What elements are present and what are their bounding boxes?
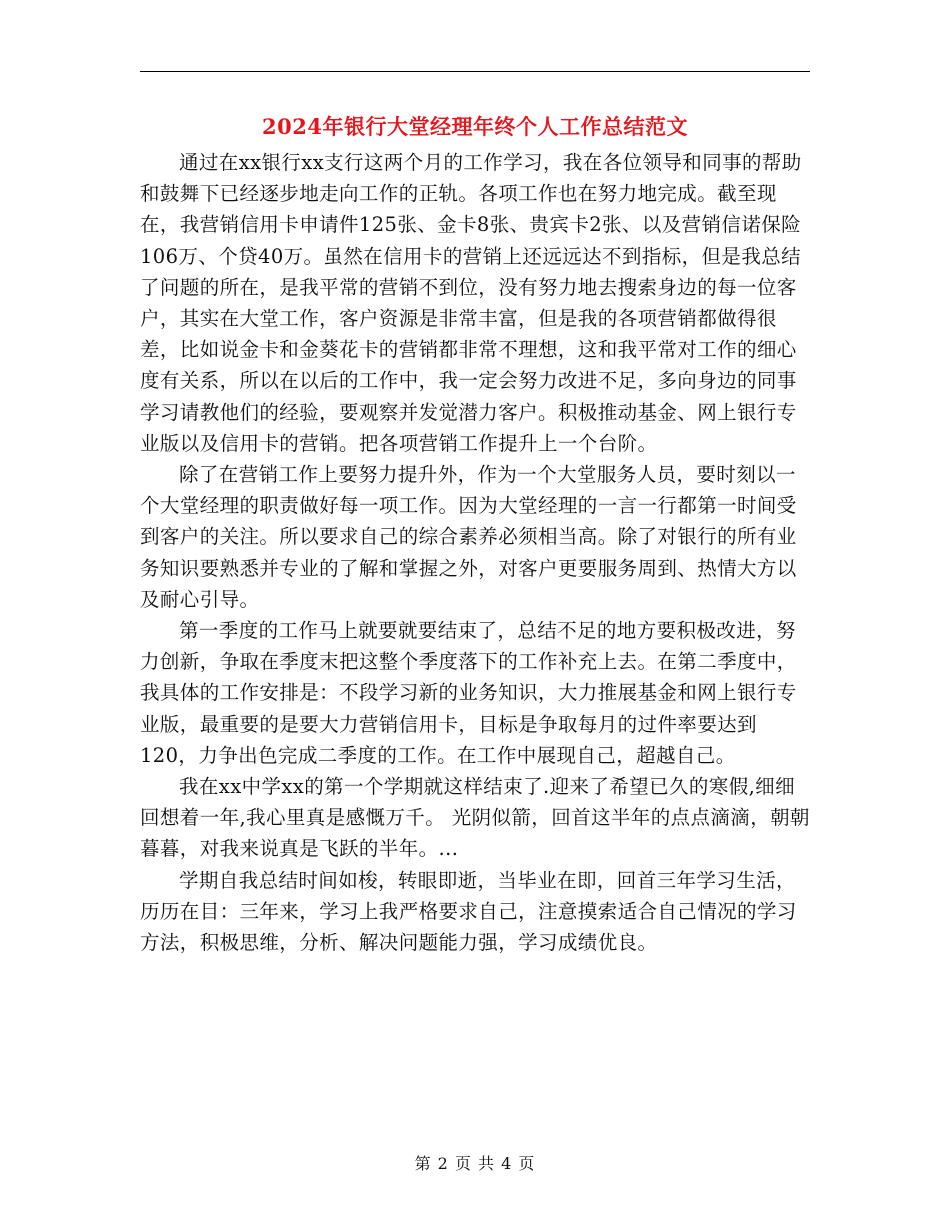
header-rule (140, 71, 810, 72)
document-body (140, 147, 812, 958)
paragraph-3: 第一季度的工作马上就要就要结束了，总结不足的地方要积极改进，努力创新，争取在季度末把这整个季度落下的工作补充上去。在第二季度中，我具体的工作安排是：不段学习新的业务知识，大力推展基金和网上银行专业版，最重要的是要大力营销信用卡，目标是争取每月的过件率要达到120，力争出色完成二季度的工作。在工作中展现自己，超越自己。 (140, 619, 797, 767)
paragraph-2: 除了在营销工作上要努力提升外，作为一个大堂服务人员，要时刻以一个大堂经理的职责做好每一项工作。因为大堂经理的一言一行都第一时间受到客户的关注。所以要求自己的综合素养必须相当高。除了对银行的所有业务知识要熟悉并专业的了解和掌握之外，对客户更要服务周到、热情大方以及耐心引导。 (140, 463, 797, 611)
paragraph-5: 学期自我总结时间如梭，转眼即逝，当毕业在即，回首三年学习生活，历历在目：三年来，学习上我严格要求自己，注意摸索适合自己情况的学习方法，积极思维，分析、解决问题能力强，学习成绩优良。 (140, 868, 797, 955)
document-title: 2024年银行大堂经理年终个人工作总结范文 (262, 114, 688, 139)
paragraph-1: 通过在xx银行xx支行这两个月的工作学习，我在各位领导和同事的帮助和鼓舞下已经逐步地走向工作的正轨。各项工作也在努力地完成。截至现在，我营销信用卡申请件125张、金卡8张、贵宾卡2张、以及营销信诺保险106万、个贷40万。虽然在信用卡的营销上还远远达不到指标，但是我总结了问题的所在，是我平常的营销不到位，没有努力地去搜索身边的每一位客户，其实在大堂工作，客户资源是非常丰富，但是我的各项营销都做得很差，比如说金卡和金葵花卡的营销都非常不理想，这和我平常对工作的细心度有关系，所以在以后的工作中，我一定会努力改进不足，多向身边的同事学习请教他们的经验，要观察并发觉潜力客户。积极推动基金、网上银行专业版以及信用卡的营销。把各项营销工作提升上一个台阶。 (140, 151, 802, 455)
page-number: 第 2 页 共 4 页 (414, 1154, 536, 1173)
paragraph-4: 我在xx中学xx的第一个学期就这样结束了.迎来了希望已久的寒假,细细回想着一年,我心里真是感慨万千。 光阴似箭，回首这半年的点点滴滴，朝朝暮暮，对我来说真是飞跃的半年。... (140, 775, 810, 861)
